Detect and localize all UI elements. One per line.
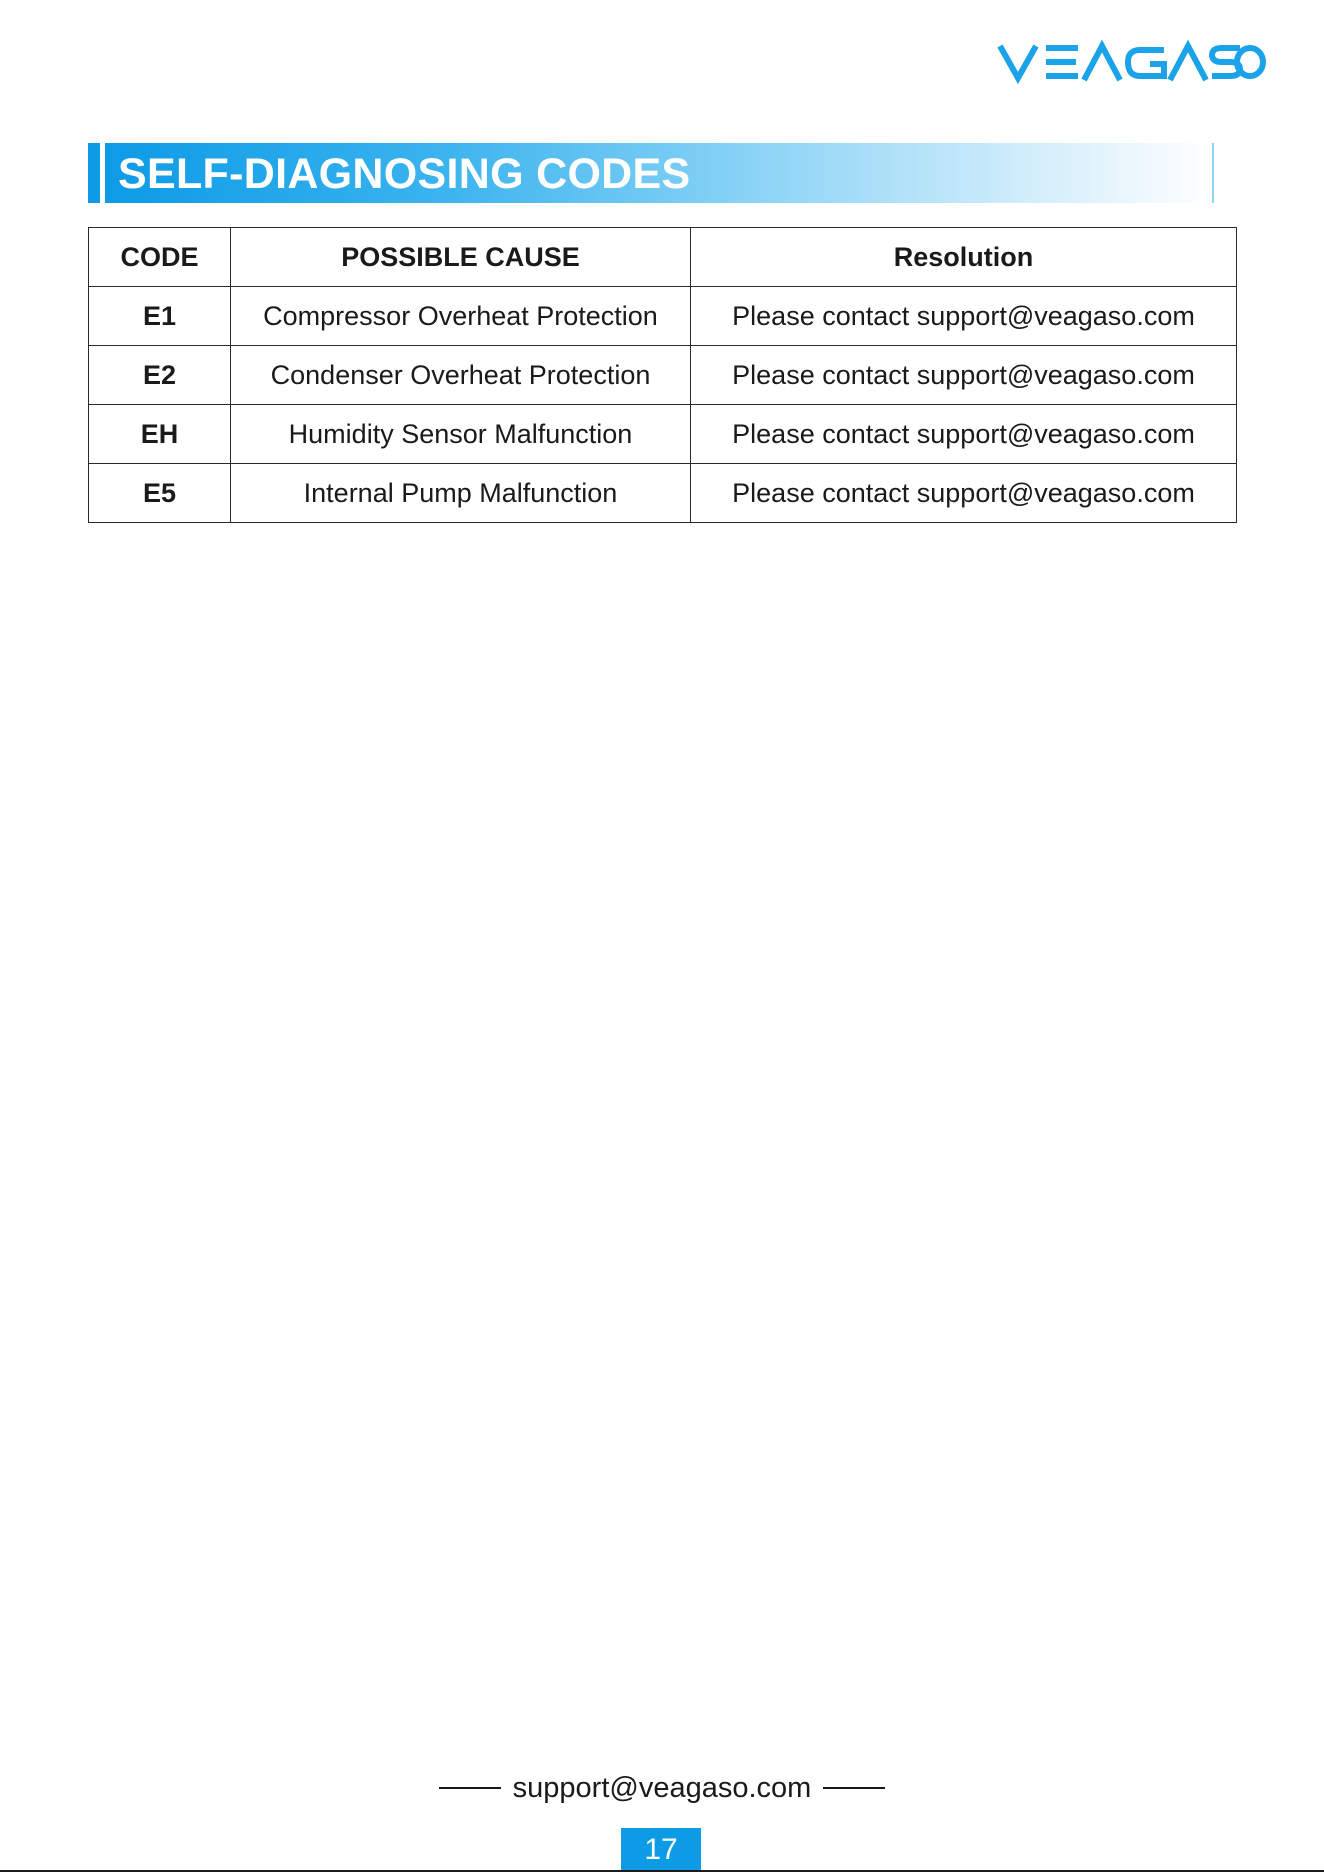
cause-cell: Humidity Sensor Malfunction <box>231 405 691 464</box>
resolution-cell: Please contact support@veagaso.com <box>691 464 1237 523</box>
section-title: SELF-DIAGNOSING CODES <box>118 150 691 198</box>
resolution-cell: Please contact support@veagaso.com <box>691 405 1237 464</box>
code-cell: EH <box>89 405 231 464</box>
cause-cell: Condenser Overheat Protection <box>231 346 691 405</box>
page-number-box <box>621 1828 701 1872</box>
code-cell: E1 <box>89 287 231 346</box>
title-accent-bar <box>88 143 100 203</box>
footer-dash-right <box>823 1787 885 1789</box>
footer-dash-left <box>439 1787 501 1789</box>
resolution-cell: Please contact support@veagaso.com <box>691 346 1237 405</box>
code-cell: E5 <box>89 464 231 523</box>
header-code: CODE <box>89 228 231 287</box>
diagnosing-codes-table <box>88 227 1237 523</box>
header-possible-cause: POSSIBLE CAUSE <box>231 228 691 287</box>
table-row <box>89 287 1237 346</box>
table-row <box>89 464 1237 523</box>
title-end-line <box>1212 143 1214 203</box>
section-title-banner <box>88 143 1214 203</box>
footer-contact <box>0 1768 1324 1808</box>
cause-cell: Internal Pump Malfunction <box>231 464 691 523</box>
veagaso-logo <box>996 40 1266 84</box>
code-cell: E2 <box>89 346 231 405</box>
table-header-row <box>89 228 1237 287</box>
table-row <box>89 405 1237 464</box>
resolution-cell: Please contact support@veagaso.com <box>691 287 1237 346</box>
cause-cell: Compressor Overheat Protection <box>231 287 691 346</box>
page-number: 17 <box>644 1833 678 1866</box>
footer-support-email: support@veagaso.com <box>512 1771 812 1804</box>
header-resolution: Resolution <box>691 228 1237 287</box>
table-row <box>89 346 1237 405</box>
